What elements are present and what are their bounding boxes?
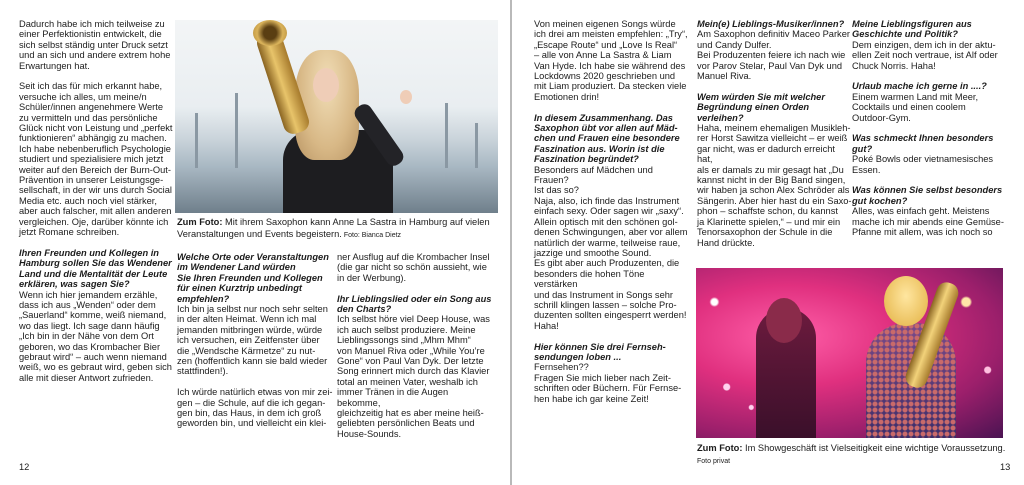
paragraph: Seit ich das für mich erkannt habe, versuche ich alles, um meine/n Schüler/innen angenehmere Werte zu vermitteln und das persönliche Glück nicht von Leistung und „perfekt funktionieren“ abhängig zu machen. Ich habe nebenberuflich Psychologie studiert und spezialisiere mich jetzt weiter auf den Bereich der Burn-Out- Prävention in unserer Leistungsge- sellschaft, in der wir uns durch Social Media etc. auch noch viel stärker, aber auch falscher, mit allen anderen vergleichen. Oje, darüber könnte ich jetzt Romane schreiben. — [19, 81, 173, 238]
left-page — [0, 0, 511, 485]
interview-answer: Haha, meinem ehemaligen Musikleh- rer Horst Sawitza vielleicht – er weiß gar nicht, was er dadurch erreicht hat, als er damals zu mir gesagt hat „Du kannst nicht in der Big Band singen, wir haben ja schon Alex Schröder als Sängerin. Aber hier hast du ein Saxo- phon – schaffste schon, du kannst ja Klarinette spielen,“ – und mir ein Tenorsaxophon der Schule in die Hand drückte. — [697, 123, 852, 248]
interview-question: Was können Sie selbst besonders gut kochen? — [852, 185, 1003, 206]
page-number: 12 — [19, 462, 30, 472]
caption-text: Im Showgeschäft ist Vielseitigkeit eine wichtige Voraussetzung. — [742, 443, 1006, 453]
interview-question: Urlaub mache ich gerne in ....? — [852, 81, 987, 92]
interview-answer: Ich bin ja selbst nur noch sehr selten in der alten Heimat. Wenn ich mal jemanden mitbringen würde, würde ich versuchen, ein Zeitfenster über die „Wendsche Kärmetze“ zu nut- zen (hoffentlich kann sie bald wieder stattfinden!). — [177, 304, 328, 377]
paragraph: ner Ausflug auf die Krombacher Insel (die gar nicht so schön aussieht, wie in der Werbung). — [337, 252, 490, 283]
interview-answer: Alles, was einfach geht. Meistens mache ich mir abends eine Gemüse- Pfanne mit allem, was ich noch so — [852, 206, 1004, 238]
photo-credit: Foto: Bianca Dietz — [341, 232, 402, 239]
photo-caption — [177, 216, 507, 242]
left-column-3 — [337, 252, 493, 439]
paragraph: Dadurch habe ich mich teilweise zu einer Perfektionistin entwickelt, die sich selbst ständig unter Druck setzt und an sich und andere extrem hohe Erwartungen hat. — [19, 19, 171, 71]
interview-answer: Besonders auf Mädchen und Frauen? Ist das so? Naja, also, ich finde das Instrument einfach sexy. Oder sagen wir „saxy“. Allein optisch mit den schönen gol- denen Schwingungen, aber vor allem natürlich der warme, teilweise raue, jazzige und smoothe Sound. Es gibt aber auch Produzenten, die besonders die hohen Töne verstärken und das Instrument in Songs sehr schrill klingen lassen – solche Pro- duzenten sollten eingesperrt werden! Haha! — [534, 164, 688, 331]
left-column-2 — [177, 252, 333, 429]
interview-question: Ihr Lieblingslied oder ein Song aus den Charts? — [337, 293, 492, 315]
interview-question: Was schmeckt Ihnen besonders gut? — [852, 133, 994, 154]
photo-credit: Foto privat — [697, 458, 731, 465]
interview-question: Hier können Sie drei Fernseh- sendungen loben ... — [534, 341, 666, 362]
interview-answer: Am Saxophon definitiv Maceo Parker und Candy Dulfer. Bei Produzenten feiere ich nach wie vor Parov Stelar, Paul Van Dyk und Manuel Riva. — [697, 29, 850, 82]
interview-answer: Einem warmen Land mit Meer, Cocktails und einen coolem Outdoor-Gym. — [852, 91, 979, 123]
interview-answer: Dem einzigen, dem ich in der aktu- ellen Zeit noch vertraue, ist Alf oder Chuck Norris. Haha! — [852, 39, 998, 71]
caption-label: Zum Foto: — [697, 443, 743, 453]
caption-text: Mit ihrem Saxophon kann Anne La Sastra in Hamburg auf vielen Veranstaltungen und Events begeistern. — [177, 217, 490, 239]
right-column-1 — [534, 19, 690, 404]
photo-stage-performance — [696, 268, 1003, 438]
caption-label: Zum Foto: — [177, 217, 223, 227]
right-column-2 — [697, 19, 853, 248]
left-column-1 — [19, 19, 175, 383]
interview-question: In diesem Zusammenhang. Das Saxophon übt vor allen auf Mäd- chen und Frauen eine besondere Faszination aus. Worin ist die Faszination begründet? — [534, 112, 680, 165]
interview-answer: Wenn ich hier jemandem erzähle, dass ich aus „Wenden“ oder dem „Sauerland“ komme, weiß niemand, wo das liegt. Ich sage dann häufig „Ich bin in der Nähe von dem Ort geboren, wo das Krombacher Bier gebraut wird“ – auch wenn niemand weiß, wo es gebraut wird, geben sich alle mit dieser Antwort zufrieden. — [19, 289, 172, 383]
paragraph: Ich würde natürlich etwas von mir zei- gen – die Schule, auf die ich gegan- gen bin, das Haus, in dem ich groß geworden bin, und vielleicht ein klei- — [177, 387, 333, 429]
right-column-3 — [852, 19, 1008, 237]
interview-question: Wem würden Sie mit welcher Begründung einen Orden verleihen? — [697, 91, 825, 123]
photo-saxophonist-harbor — [175, 20, 498, 213]
interview-answer: Fernsehen?? Fragen Sie mich lieber nach Zeit- schriften oder Büchern. Für Fernse- hen habe ich gar keine Zeit! — [534, 362, 682, 404]
photo-caption — [697, 442, 1017, 468]
interview-question: Ihren Freunden und Kollegen in Hamburg sollen Sie das Wendener Land und die Mentalität der Leute erklären, was sagen Sie? — [19, 247, 172, 290]
paragraph: Von meinen eigenen Songs würde ich drei am meisten empfehlen: „Try“, „Escape Route“ und „Love Is Real“ – alle von Anne La Sastra & Liam Van Hyde. Ich habe sie während des Lockdowns 2020 geschrieben und mit Liam produziert. Da stecken viele Emotionen drin! — [534, 19, 688, 102]
interview-answer: Ich selbst höre viel Deep House, was ich auch selbst produziere. Meine Lieblingssongs sind „Mhm Mhm“ von Manuel Riva oder „While You’re Gone“ von Paul Van Dyk. Der letzte Song erinnert mich durch das Klavier total an meinen Vater, weshalb ich immer Tränen in die Augen bekomme, gleichzeitig hat es aber meine heiß- geliebten persönlichen Beats und House-Sounds. — [337, 314, 490, 439]
interview-question: Meine Lieblingsfiguren aus Geschichte und Politik? — [852, 19, 972, 40]
interview-question: Mein(e) Lieblings-Musiker/innen? — [697, 19, 845, 29]
interview-question: Welche Orte oder Veranstaltungen im Wendener Land würden Sie Ihren Freunden und Kollegen für einen Kurztrip unbedingt empfehlen? — [177, 252, 329, 304]
interview-answer: Poké Bowls oder vietnamesisches Essen. — [852, 154, 994, 175]
page-number: 13 — [1000, 462, 1011, 472]
